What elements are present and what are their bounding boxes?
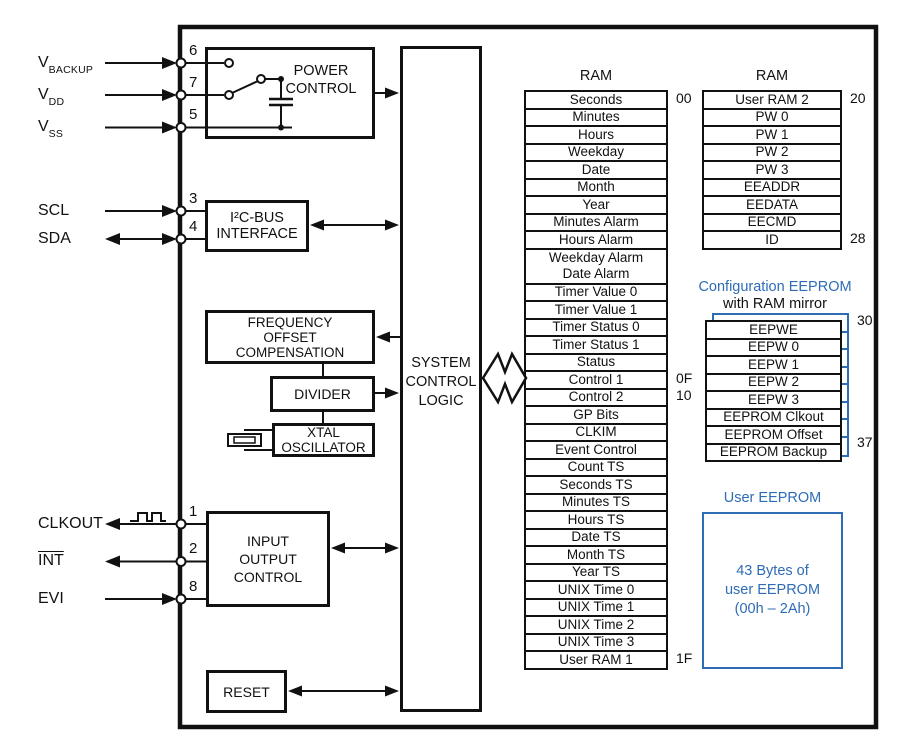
register-cell-pw-1: PW 1 xyxy=(702,125,842,145)
ram-table-right xyxy=(702,89,866,250)
vbackup-sub: BACKUP xyxy=(48,64,94,77)
user-eeprom-box: 43 Bytes of user EEPROM (00h – 2Ah) xyxy=(702,512,843,669)
register-cell-control-1: Control 1 xyxy=(524,370,668,390)
reset-block xyxy=(206,670,287,713)
pin-number-3: 3 xyxy=(189,190,198,207)
pin-label-vbackup xyxy=(38,53,94,77)
register-cell-unix-time-1: UNIX Time 1 xyxy=(524,598,668,618)
register-cell-eeprom-offset: EEPROM Offset xyxy=(705,425,842,445)
vss-text: V xyxy=(38,118,49,135)
register-cell-control-2: Control 2 xyxy=(524,388,668,408)
pin-label-int xyxy=(38,551,64,571)
register-cell-event-control: Event Control xyxy=(524,440,668,460)
register-cell-month-ts: Month TS xyxy=(524,545,668,565)
pin-number-8: 8 xyxy=(189,578,198,595)
register-cell-timer-value-1: Timer Value 1 xyxy=(524,300,668,320)
pin-circles xyxy=(177,59,186,604)
vdd-sub: DD xyxy=(48,96,65,109)
i2c-bus-interface-label: I²C-BUS INTERFACE xyxy=(216,210,298,242)
vbackup-text: V xyxy=(38,54,49,71)
pin-number-1: 1 xyxy=(189,503,198,520)
xtal-oscillator-block xyxy=(272,423,375,457)
address-label-00: 00 xyxy=(676,89,692,106)
register-cell-year: Year xyxy=(524,195,668,215)
register-cell-seconds-ts: Seconds TS xyxy=(524,475,668,495)
register-cell-eepwe: EEPWE xyxy=(705,320,842,340)
register-cell-minutes-ts: Minutes TS xyxy=(524,493,668,513)
vdd-text: V xyxy=(38,86,49,103)
register-cell-clkim: CLKIM xyxy=(524,423,668,443)
register-cell-eedata: EEDATA xyxy=(702,195,842,215)
register-cell-timer-status-0: Timer Status 0 xyxy=(524,318,668,338)
pin-label-vdd xyxy=(38,85,65,109)
register-cell-timer-value-0: Timer Value 0 xyxy=(524,283,668,303)
pin-number-7: 7 xyxy=(189,74,198,91)
ram-left-title: RAM xyxy=(579,68,613,84)
config-eeprom-title: Configuration EEPROM xyxy=(698,279,852,295)
divider-block xyxy=(270,376,375,412)
register-cell-eepw-3: EEPW 3 xyxy=(705,390,842,410)
register-cell-unix-time-2: UNIX Time 2 xyxy=(524,615,668,635)
power-control-block xyxy=(205,47,375,139)
pin-arrowheads xyxy=(105,57,177,605)
register-cell-gp-bits: GP Bits xyxy=(524,405,668,425)
pin-number-5: 5 xyxy=(189,106,198,123)
register-cell-weekday: Weekday xyxy=(524,143,668,163)
register-cell-pw-3: PW 3 xyxy=(702,160,842,180)
register-cell-year-ts: Year TS xyxy=(524,563,668,583)
pin-number-4: 4 xyxy=(189,218,198,235)
pin-label-vss xyxy=(38,117,64,141)
register-cell-eecmd: EECMD xyxy=(702,213,842,233)
ram-right-title: RAM xyxy=(755,68,789,84)
address-label-10: 10 xyxy=(676,387,692,404)
register-cell-eepw-2: EEPW 2 xyxy=(705,373,842,393)
system-control-logic-block xyxy=(400,46,482,712)
register-cell-id: ID xyxy=(702,230,842,250)
reset-label: RESET xyxy=(223,683,270,700)
register-cell-eepw-0: EEPW 0 xyxy=(705,338,842,358)
pin-number-6: 6 xyxy=(189,42,198,59)
frequency-offset-compensation-label: FREQUENCY OFFSET COMPENSATION xyxy=(235,314,345,360)
register-cell-weekday-alarm-date-alarm: Weekday Alarm Date Alarm xyxy=(524,248,668,285)
register-cell-eeaddr: EEADDR xyxy=(702,178,842,198)
register-cell-month: Month xyxy=(524,178,668,198)
user-eeprom-title: User EEPROM xyxy=(723,490,822,506)
address-label-30: 30 xyxy=(857,311,873,328)
register-cell-date-ts: Date TS xyxy=(524,528,668,548)
clock-waveform-icon xyxy=(130,513,166,521)
register-cell-count-ts: Count TS xyxy=(524,458,668,478)
register-cell-minutes-alarm: Minutes Alarm xyxy=(524,213,668,233)
register-cell-unix-time-3: UNIX Time 3 xyxy=(524,633,668,653)
pin-label-scl: SCL xyxy=(38,202,70,219)
register-cell-timer-status-1: Timer Status 1 xyxy=(524,335,668,355)
address-label-1F: 1F xyxy=(676,649,693,666)
crystal-icon xyxy=(228,430,272,450)
bus-double-arrow xyxy=(483,354,526,402)
frequency-offset-compensation-block xyxy=(205,310,375,364)
power-control-label: POWER CONTROL xyxy=(285,63,357,97)
pin-label-evi: EVI xyxy=(38,590,64,607)
register-cell-hours-ts: Hours TS xyxy=(524,510,668,530)
register-cell-user-ram-1: User RAM 1 xyxy=(524,650,668,670)
address-label-0F: 0F xyxy=(676,369,693,386)
int-text: $\overline{INT}$ xyxy=(38,552,64,569)
pin-number-2: 2 xyxy=(189,540,198,557)
register-cell-user-ram-2: User RAM 2 xyxy=(702,90,842,110)
pin-label-clkout: CLKOUT xyxy=(38,515,103,532)
register-cell-minutes: Minutes xyxy=(524,108,668,128)
ram-table-left xyxy=(524,89,693,670)
config-eeprom-table xyxy=(705,311,873,462)
input-output-control-label: INPUT OUTPUT CONTROL xyxy=(233,533,303,585)
register-cell-unix-time-0: UNIX Time 0 xyxy=(524,580,668,600)
register-cell-seconds: Seconds xyxy=(524,90,668,110)
register-cell-hours-alarm: Hours Alarm xyxy=(524,230,668,250)
register-cell-eeprom-backup: EEPROM Backup xyxy=(705,443,842,463)
register-cell-eeprom-clkout: EEPROM Clkout xyxy=(705,408,842,428)
register-cell-pw-2: PW 2 xyxy=(702,143,842,163)
config-eeprom-subtitle: with RAM mirror xyxy=(723,296,827,312)
address-label-20: 20 xyxy=(850,89,866,106)
system-control-logic-label: SYSTEM CONTROL LOGIC xyxy=(405,355,477,409)
divider-label: DIVIDER xyxy=(294,386,351,402)
input-output-control-block xyxy=(206,511,330,607)
i2c-bus-interface-block xyxy=(205,200,309,252)
pin-label-sda: SDA xyxy=(38,230,71,247)
register-cell-pw-0: PW 0 xyxy=(702,108,842,128)
address-label-28: 28 xyxy=(850,229,866,246)
register-cell-hours: Hours xyxy=(524,125,668,145)
register-cell-eepw-1: EEPW 1 xyxy=(705,355,842,375)
address-label-37: 37 xyxy=(857,434,873,451)
register-cell-date: Date xyxy=(524,160,668,180)
xtal-oscillator-label: XTAL OSCILLATOR xyxy=(281,425,366,455)
vss-sub: SS xyxy=(48,128,64,141)
register-cell-status: Status xyxy=(524,353,668,373)
